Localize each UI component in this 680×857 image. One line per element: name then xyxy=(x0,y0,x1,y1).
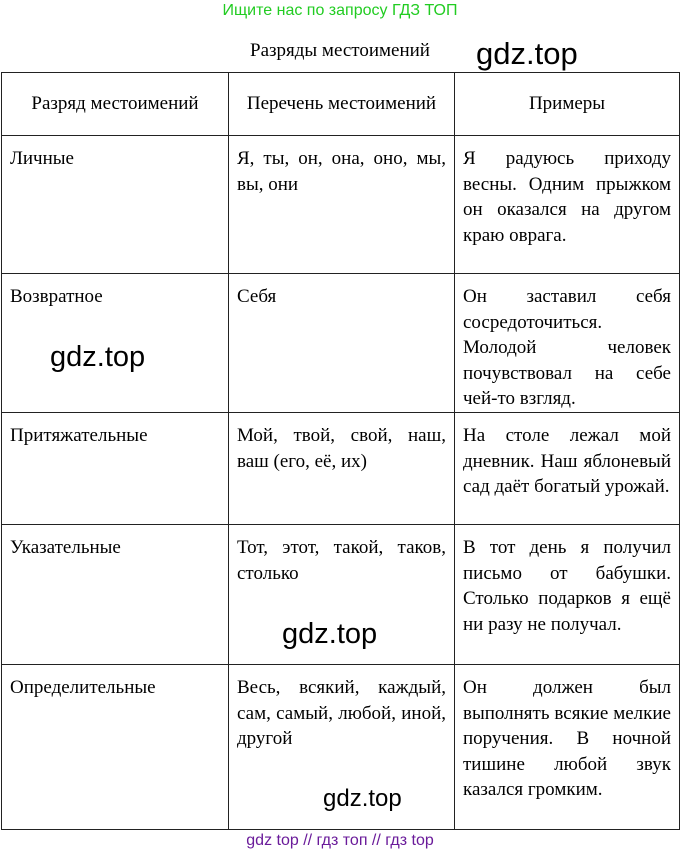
category-cell: Притяжательные xyxy=(2,413,229,525)
examples-cell: Я радуюсь приходу весны. Одним прыжком он оказался на другом краю оврага. xyxy=(455,136,680,274)
examples-cell: На столе лежал мой дневник. Наш яблоневый сад даёт богатый урожай. xyxy=(455,413,680,525)
watermark: gdz.top xyxy=(282,618,378,650)
category-cell: Определительные xyxy=(2,665,229,830)
list-cell: Весь, всякий, каждый, сам, самый, любой, иной, другой xyxy=(229,665,455,830)
footer-links[interactable]: gdz top // гдз топ // гдз top xyxy=(246,832,434,849)
examples-cell: В тот день я получил письмо от бабушки. Столько подарков я ещё ни разу не получал. xyxy=(455,525,680,665)
examples-cell: Он должен был выполнять всякие мелкие поручения. В ночной тишине любой звук казался громким. xyxy=(455,665,680,830)
header-list: Перечень местоимений xyxy=(229,73,455,136)
pronoun-categories-table xyxy=(1,72,680,830)
table-row xyxy=(2,136,680,274)
watermark: gdz.top xyxy=(476,36,578,71)
list-cell: Я, ты, он, она, оно, мы, вы, они xyxy=(229,136,455,274)
list-cell: Тот, этот, такой, таков, столько xyxy=(229,525,455,665)
list-cell: Себя xyxy=(229,274,455,413)
list-cell: Мой, твой, свой, наш, ваш (его, её, их) xyxy=(229,413,455,525)
examples-cell: Он заставил себя сосредоточиться. Молодой человек почувствовал на себе чей-то взгляд. xyxy=(455,274,680,413)
watermark: gdz.top xyxy=(323,785,402,812)
category-cell: Указательные xyxy=(2,525,229,665)
header-category: Разряд местоимений xyxy=(2,73,229,136)
watermark: gdz.top xyxy=(50,341,146,373)
table-row xyxy=(2,413,680,525)
page-title: Разряды местоимений xyxy=(250,40,430,61)
category-cell: Личные xyxy=(2,136,229,274)
category-cell: Возвратное xyxy=(2,274,229,413)
table-header-row xyxy=(2,73,680,136)
header-examples: Примеры xyxy=(455,73,680,136)
search-hint-link[interactable]: Ищите нас по запросу ГДЗ ТОП xyxy=(222,2,458,19)
